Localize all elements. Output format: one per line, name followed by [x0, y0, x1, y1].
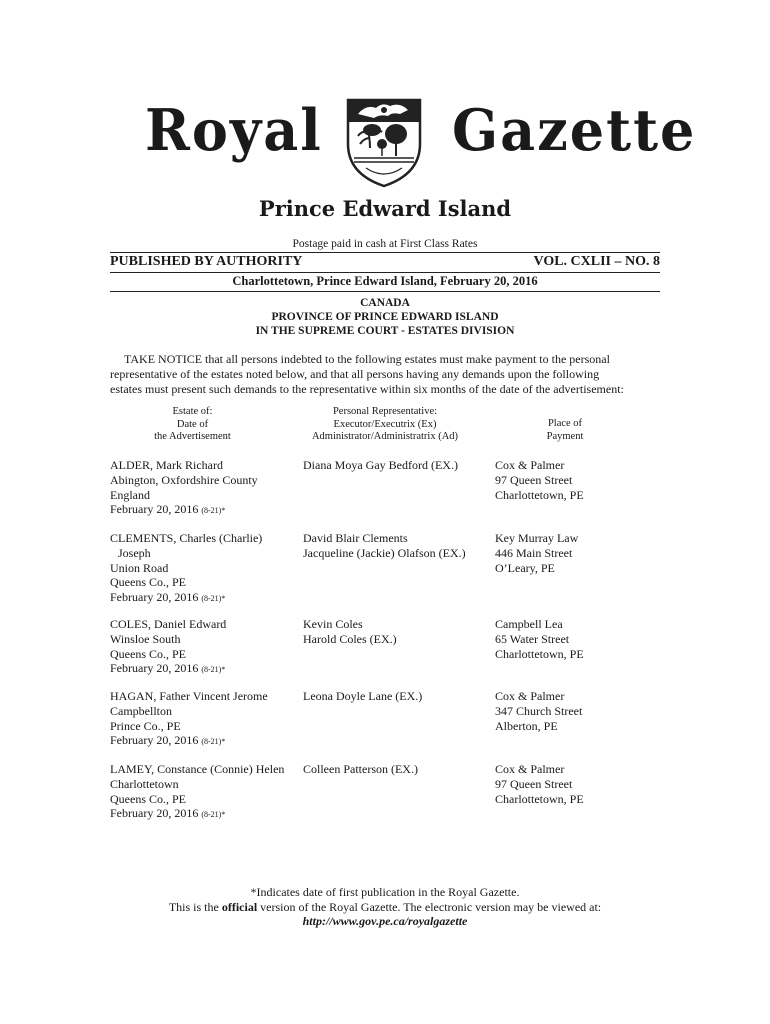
publication-authority: PUBLISHED BY AUTHORITY [110, 254, 303, 269]
estate-details [110, 762, 300, 823]
estate-name: COLES, Daniel Edward [110, 617, 227, 631]
representative-name: Kevin Coles [303, 617, 363, 631]
payment-street: 446 Main Street [495, 545, 573, 560]
payment-firm: Cox & Palmer [495, 458, 565, 472]
column-header-line: Place of [547, 418, 583, 429]
personal-representative [303, 762, 493, 777]
payment-street: 65 Water Street [495, 631, 570, 646]
estate-name-continued: Joseph [118, 545, 151, 560]
publication-code: (8-21)* [201, 810, 226, 820]
section-heading-country: CANADA [360, 297, 410, 309]
publication-code: (8-21)* [201, 665, 226, 675]
estate-date: February 20, 2016 [110, 590, 199, 605]
masthead-title-right: Gazette [452, 96, 697, 164]
column-header-estate [110, 406, 275, 444]
payment-street: 97 Queen Street [495, 776, 573, 791]
place-of-payment [495, 458, 665, 502]
payment-street: 347 Church Street [495, 703, 583, 718]
dateline: Charlottetown, Prince Edward Island, February 20, 2016 [232, 274, 538, 288]
top-rule [110, 252, 660, 253]
bottom-rule [110, 291, 660, 292]
coat-of-arms-icon [344, 96, 424, 188]
personal-representative [303, 689, 493, 704]
section-heading-province: PROVINCE OF PRINCE EDWARD ISLAND [271, 311, 499, 323]
estate-location: Abington, Oxfordshire County [110, 472, 258, 487]
section-heading-court: IN THE SUPREME COURT - ESTATES DIVISION [255, 325, 515, 337]
publication-code: (8-21)* [201, 594, 226, 604]
estate-location: Union Road [110, 560, 169, 575]
estate-location: Prince Co., PE [110, 718, 181, 733]
estate-location: Charlottetown [110, 776, 179, 791]
estate-date-line [110, 661, 300, 678]
estate-date: February 20, 2016 [110, 661, 199, 676]
gazette-url-link[interactable]: http://www.gov.pe.ca/royalgazette [302, 914, 468, 928]
official-note-suffix: version of the Royal Gazette. The electronic version may be viewed at: [257, 899, 602, 914]
personal-representative [303, 617, 493, 647]
publication-row [110, 254, 660, 272]
representative-name: Diana Moya Gay Bedford (EX.) [303, 458, 458, 472]
official-note-prefix: This is the [168, 899, 222, 914]
estate-name: HAGAN, Father Vincent Jerome [110, 689, 268, 703]
estate-date: February 20, 2016 [110, 806, 199, 821]
payment-city: O’Leary, PE [495, 560, 555, 575]
payment-firm: Cox & Palmer [495, 689, 565, 703]
column-header-line: Executor/Executrix (Ex) [333, 418, 437, 430]
estate-location: Campbellton [110, 703, 172, 718]
estate-details [110, 531, 300, 607]
personal-representative [303, 531, 493, 561]
estate-date-line [110, 806, 300, 823]
postage-note: Postage paid in cash at First Class Rates [292, 238, 478, 250]
payment-city: Charlottetown, PE [495, 646, 584, 661]
estate-location: Queens Co., PE [110, 575, 186, 590]
column-header-line: the Advertisement [154, 431, 231, 442]
payment-city: Charlottetown, PE [495, 487, 584, 502]
place-of-payment [495, 617, 665, 661]
estate-details [110, 689, 300, 750]
place-of-payment [495, 689, 665, 733]
estate-name: CLEMENTS, Charles (Charlie) [110, 531, 263, 545]
footnote: *Indicates date of first publication in the Royal Gazette. [250, 885, 520, 899]
column-header-line: Payment [546, 430, 584, 442]
estate-details [110, 458, 300, 519]
estate-date-line [110, 733, 300, 750]
estate-location: Queens Co., PE [110, 791, 186, 806]
column-header-line: Personal Representative: [332, 406, 438, 417]
representative-name: Colleen Patterson (EX.) [303, 762, 418, 776]
column-header-representative [300, 406, 470, 444]
payment-city: Alberton, PE [495, 718, 558, 733]
notice-line: estates must present such demands to the representative within six months of the date of the advertisement: [110, 382, 624, 396]
estate-name: ALDER, Mark Richard [110, 458, 223, 472]
representative-name: Leona Doyle Lane (EX.) [303, 689, 423, 703]
estate-location: Queens Co., PE [110, 646, 186, 661]
payment-firm: Campbell Lea [495, 617, 563, 631]
estate-name: LAMEY, Constance (Connie) Helen [110, 762, 285, 776]
estate-date: February 20, 2016 [110, 502, 199, 517]
representative-name: Jacqueline (Jackie) Olafson (EX.) [303, 545, 466, 560]
footer [0, 885, 770, 929]
representative-name: David Blair Clements [303, 531, 408, 545]
payment-firm: Key Murray Law [495, 531, 579, 545]
payment-street: 97 Queen Street [495, 472, 573, 487]
estate-location: England [110, 487, 150, 502]
masthead [0, 96, 770, 191]
estate-details [110, 617, 300, 678]
column-header-line: Administrator/Administratrix (Ad) [311, 431, 459, 442]
place-of-payment [495, 762, 665, 806]
personal-representative [303, 458, 493, 473]
column-header-line: Date of [176, 418, 209, 430]
estate-location: Winsloe South [110, 631, 181, 646]
notice-paragraph [110, 352, 660, 397]
column-header-payment [500, 418, 630, 443]
payment-city: Charlottetown, PE [495, 791, 584, 806]
publication-code: (8-21)* [201, 737, 226, 747]
official-note-emphasis: official [221, 899, 258, 914]
middle-rule [110, 272, 660, 273]
masthead-title-left: Royal [145, 96, 323, 164]
place-of-payment [495, 531, 665, 575]
publication-code: (8-21)* [201, 506, 226, 516]
estate-date-line [110, 590, 300, 607]
payment-firm: Cox & Palmer [495, 762, 565, 776]
column-header-line: Estate of: [172, 406, 213, 417]
notice-line: representative of the estates noted below, and that all persons having any demands upon the following [110, 367, 600, 381]
estate-date-line [110, 502, 300, 519]
publication-volume: VOL. CXLII – NO. 8 [533, 254, 660, 269]
masthead-subtitle: Prince Edward Island [258, 196, 512, 221]
notice-line: TAKE NOTICE that all persons indebted to the following estates must make payment to the personal [124, 352, 610, 366]
representative-name: Harold Coles (EX.) [303, 631, 397, 646]
estate-date: February 20, 2016 [110, 733, 199, 748]
official-version-note [0, 900, 770, 915]
